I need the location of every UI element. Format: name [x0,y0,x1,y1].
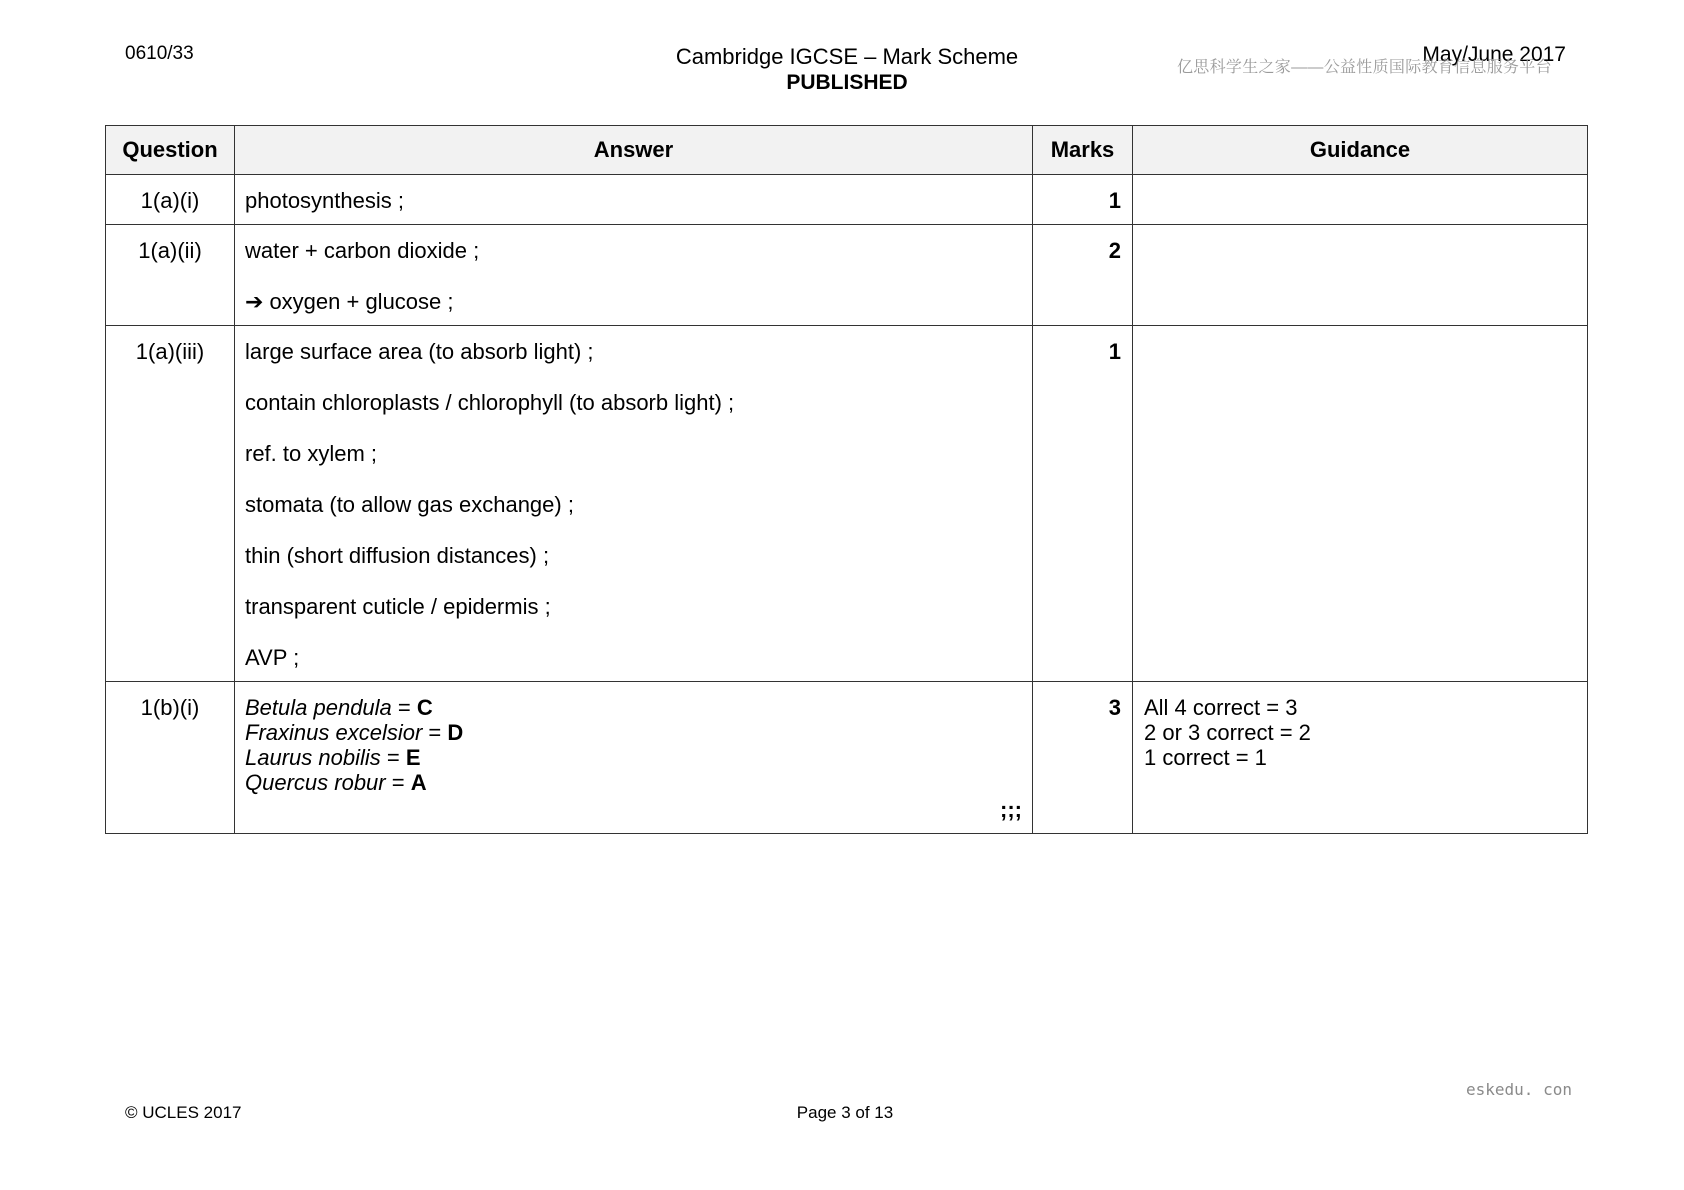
guidance-cell [1133,682,1588,834]
answer-line: thin (short diffusion distances) ; [245,543,550,568]
document-title: Cambridge IGCSE – Mark Scheme [675,44,1019,69]
marks-cell: 3 [1033,682,1133,834]
question-number: 1(a)(i) [106,175,235,225]
header-center [642,43,1052,96]
answer-line: photosynthesis ; [245,188,404,213]
guidance-cell [1133,225,1588,326]
mark-semicolons: ;;; [1000,797,1022,822]
marks-cell: 1 [1033,326,1133,682]
table-row [106,175,1588,225]
col-header-question: Question [106,126,235,175]
question-number: 1(a)(ii) [106,225,235,326]
answer-cell [235,326,1033,682]
species-line [245,745,1022,770]
answer-cell [235,682,1033,834]
copyright-notice: © UCLES 2017 [125,1103,242,1122]
answer-line: AVP ; [245,645,300,670]
marks-cell: 1 [1033,175,1133,225]
table-header-row [106,126,1588,175]
table-row [106,225,1588,326]
answer-line: large surface area (to absorb light) ; [245,339,594,364]
species-name: Betula pendula [245,695,392,720]
table-row [106,682,1588,834]
answer-line: transparent cuticle / epidermis ; [245,594,551,619]
watermark-top: 亿思科学生之家——公益性质国际教育信息服务平台 [1177,59,1552,76]
marks-cell: 2 [1033,225,1133,326]
equals-sign: = [385,770,411,795]
equals-sign: = [391,695,417,720]
species-code: E [405,745,421,770]
answer-line: ref. to xylem ; [245,441,378,466]
species-code: A [410,770,427,795]
equals-sign: = [380,745,406,770]
table-row [106,326,1588,682]
species-name: Quercus robur [245,770,386,795]
col-header-marks: Marks [1033,126,1133,175]
answer-cell [235,175,1033,225]
right-arrow-icon: ➔ [245,289,264,314]
answer-cell [235,225,1033,326]
guidance-line: 2 or 3 correct = 2 [1144,720,1311,745]
species-name: Laurus nobilis [245,745,381,770]
species-code: D [447,720,464,745]
question-number: 1(a)(iii) [106,326,235,682]
answer-line: stomata (to allow gas exchange) ; [245,492,574,517]
guidance-line: 1 correct = 1 [1144,745,1267,770]
answer-line: water + carbon dioxide ; [245,238,480,263]
guidance-cell [1133,326,1588,682]
question-number: 1(b)(i) [106,682,235,834]
answer-line: contain chloroplasts / chlorophyll (to absorb light) ; [245,390,735,415]
species-line [245,770,1022,795]
answer-line-text: oxygen + glucose ; [269,289,454,314]
watermark-bottom: eskedu. con [1466,1080,1572,1099]
paper-code: 0610/33 [125,43,194,64]
equals-sign: = [422,720,448,745]
col-header-guidance: Guidance [1133,126,1588,175]
species-line [245,720,1022,745]
page-number: Page 3 of 13 [796,1103,894,1122]
species-name: Fraxinus excelsior [245,720,423,745]
species-line [245,695,1022,720]
guidance-line: All 4 correct = 3 [1144,695,1298,720]
answer-line [245,289,1022,315]
col-header-answer: Answer [235,126,1033,175]
guidance-cell [1133,175,1588,225]
publish-status: PUBLISHED [786,71,908,94]
species-code: C [416,695,433,720]
mark-scheme-table [105,125,1588,834]
exam-session: May/June 2017 [1422,43,1566,66]
